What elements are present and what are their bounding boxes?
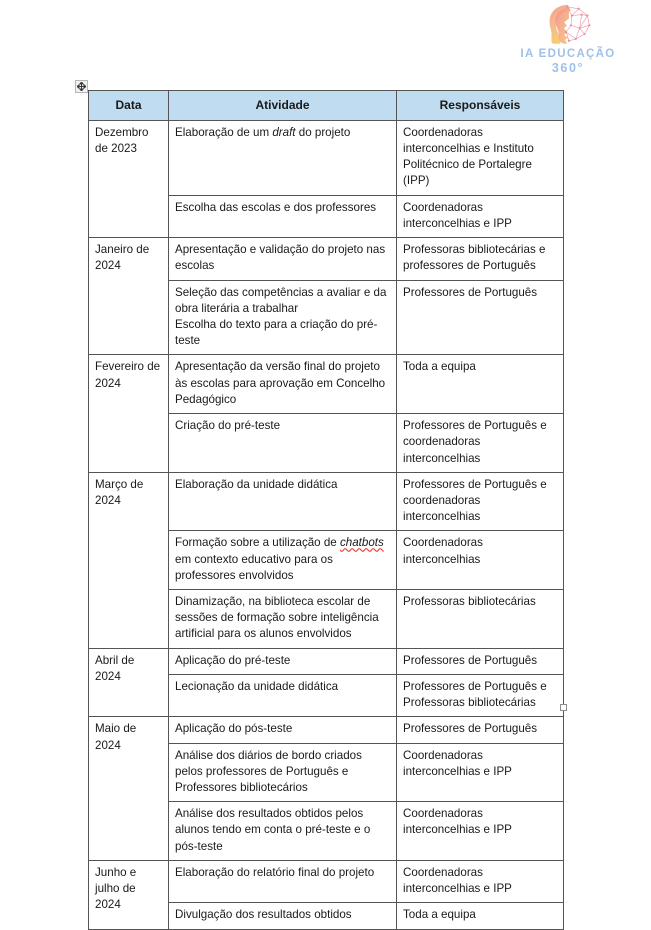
cell-atividade: Análise dos diários de bordo criados pelos professores de Português e Professores bibliotecários xyxy=(169,743,397,802)
cell-responsaveis: Coordenadoras interconcelhias e IPP xyxy=(397,802,564,861)
cell-atividade: Elaboração da unidade didática xyxy=(169,472,397,531)
table-row xyxy=(89,648,564,674)
cell-atividade: Aplicação do pós-teste xyxy=(169,717,397,743)
table-header-row xyxy=(89,91,564,121)
cell-responsaveis: Coordenadoras interconcelhias xyxy=(397,531,564,590)
cell-date: Janeiro de 2024 xyxy=(89,238,169,355)
cell-atividade: Formação sobre a utilização de chatbots em contexto educativo para os professores envolvidos xyxy=(169,531,397,590)
cell-responsaveis: Professores de Português e coordenadoras interconcelhias xyxy=(397,414,564,473)
table-row xyxy=(89,120,564,195)
table-row xyxy=(89,860,564,902)
cell-responsaveis: Professores de Português e Professoras bibliotecárias xyxy=(397,674,564,716)
cell-responsaveis: Coordenadoras interconcelhias e IPP xyxy=(397,195,564,237)
cell-responsaveis: Coordenadoras interconcelhias e Instituto Politécnico de Portalegre (IPP) xyxy=(397,120,564,195)
cell-atividade: Dinamização, na biblioteca escolar de sessões de formação sobre inteligência artificial para os alunos envolvidos xyxy=(169,590,397,649)
move-cross-icon xyxy=(77,82,86,91)
cell-date: Abril de 2024 xyxy=(89,648,169,717)
table-move-handle[interactable] xyxy=(75,80,88,93)
table-body xyxy=(89,120,564,929)
cell-atividade: Apresentação e validação do projeto nas escolas xyxy=(169,238,397,280)
cell-responsaveis: Professores de Português xyxy=(397,717,564,743)
table-resize-handle[interactable] xyxy=(560,704,567,711)
cell-atividade: Aplicação do pré-teste xyxy=(169,648,397,674)
cell-date: Fevereiro de 2024 xyxy=(89,355,169,472)
cell-responsaveis: Toda a equipa xyxy=(397,903,564,929)
cell-atividade: Criação do pré-teste xyxy=(169,414,397,473)
table-row xyxy=(89,238,564,280)
cell-responsaveis: Professores de Português e coordenadoras interconcelhias xyxy=(397,472,564,531)
schedule-table-container xyxy=(88,90,563,930)
logo-line-1: IA EDUCAÇÃO xyxy=(520,47,616,60)
logo-line-2: 360° xyxy=(551,61,585,76)
cell-atividade: Seleção das competências a avaliar e da obra literária a trabalhar Escolha do texto para a criação do pré-teste xyxy=(169,280,397,355)
cell-atividade: Análise dos resultados obtidos pelos alunos tendo em conta o pré-teste e o pós-teste xyxy=(169,802,397,861)
cell-responsaveis: Professoras bibliotecárias e professores de Português xyxy=(397,238,564,280)
ia-educacao-360-logo xyxy=(488,2,648,76)
cell-atividade: Apresentação da versão final do projeto às escolas para aprovação em Concelho Pedagógico xyxy=(169,355,397,414)
table-row xyxy=(89,355,564,414)
table-row xyxy=(89,717,564,743)
cell-responsaveis: Professores de Português xyxy=(397,280,564,355)
cell-atividade: Divulgação dos resultados obtidos xyxy=(169,903,397,929)
head-profile-network-icon xyxy=(538,2,598,47)
column-header-data: Data xyxy=(89,91,169,121)
cell-responsaveis: Professoras bibliotecárias xyxy=(397,590,564,649)
cell-responsaveis: Professores de Português xyxy=(397,648,564,674)
cell-date: Dezembro de 2023 xyxy=(89,120,169,237)
cell-date: Junho e julho de 2024 xyxy=(89,860,169,929)
cell-atividade: Escolha das escolas e dos professores xyxy=(169,195,397,237)
cronograma-table[interactable] xyxy=(88,90,564,930)
cell-responsaveis: Coordenadoras interconcelhias e IPP xyxy=(397,743,564,802)
cell-atividade: Lecionação da unidade didática xyxy=(169,674,397,716)
column-header-responsaveis: Responsáveis xyxy=(397,91,564,121)
cell-responsaveis: Toda a equipa xyxy=(397,355,564,414)
cell-atividade: Elaboração do relatório final do projeto xyxy=(169,860,397,902)
cell-date: Maio de 2024 xyxy=(89,717,169,861)
cell-date: Março de 2024 xyxy=(89,472,169,648)
table-row xyxy=(89,472,564,531)
cell-atividade: Elaboração de um draft do projeto xyxy=(169,120,397,195)
column-header-atividade: Atividade xyxy=(169,91,397,121)
spellcheck-word: chatbots xyxy=(339,536,384,550)
cell-responsaveis: Coordenadoras interconcelhias e IPP xyxy=(397,860,564,902)
logo-wordmark xyxy=(520,48,615,76)
